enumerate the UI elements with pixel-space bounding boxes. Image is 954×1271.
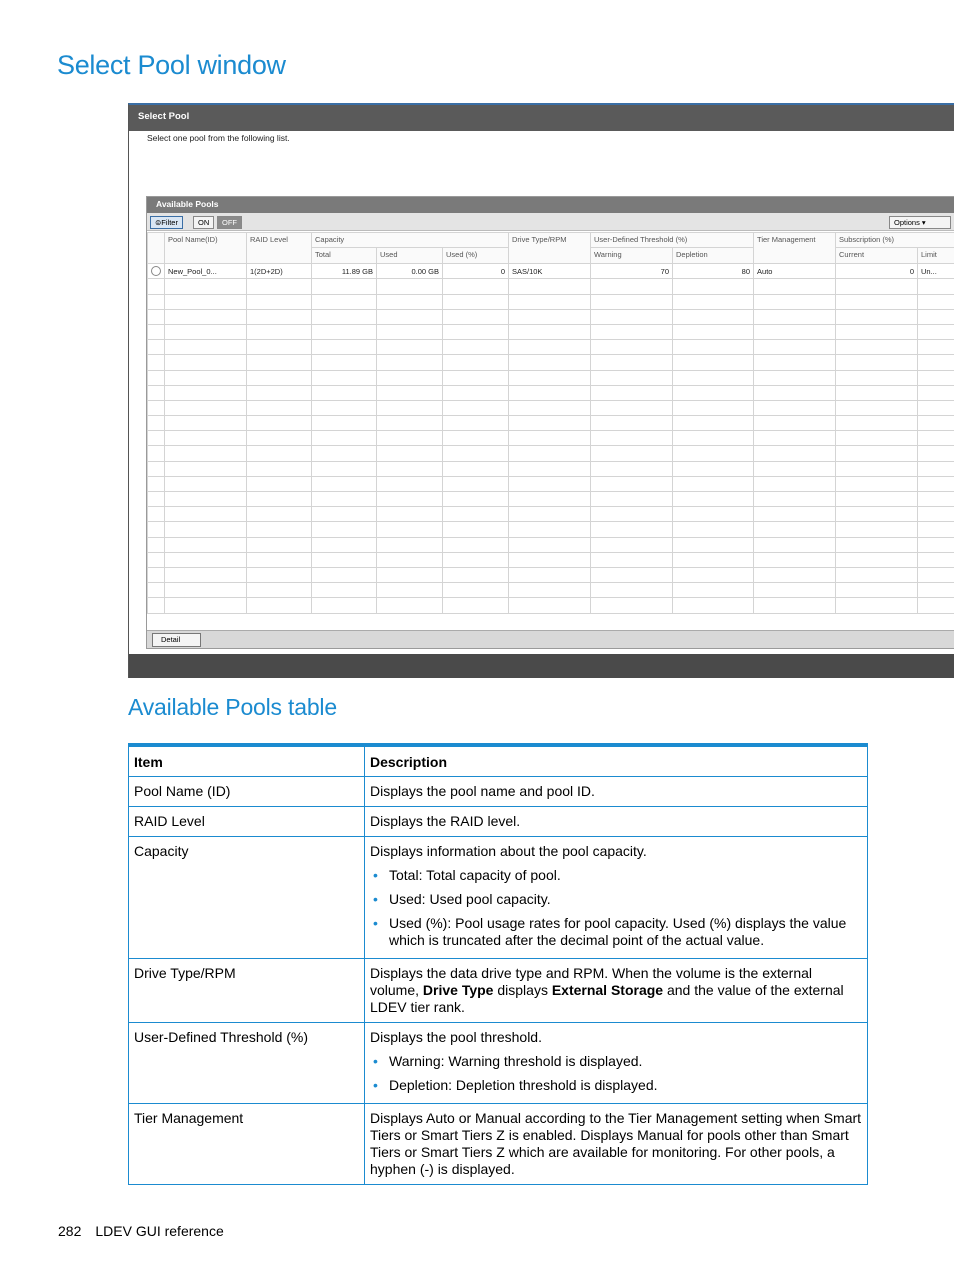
desc-text: displays <box>493 981 552 998</box>
empty-row <box>148 598 954 613</box>
panel-footer <box>147 630 954 648</box>
list-item: • Used (%): Pool usage rates for pool capacity. Used (%) displays the value which is truncated after the decimal point of the actual value. <box>370 915 862 949</box>
instruction-text: Select one pool from the following list. <box>147 133 290 143</box>
description-table <box>128 743 868 1185</box>
options-dropdown[interactable]: Options ▾ <box>889 216 951 229</box>
page-footer <box>58 1223 224 1239</box>
cell-pool-name: New_Pool_0... <box>165 264 247 279</box>
list-item: • Warning: Warning threshold is displayed. <box>370 1053 862 1070</box>
col-drive[interactable]: Drive Type/RPM <box>509 233 591 264</box>
cell-depletion: 80 <box>673 264 754 279</box>
desc-bold-term: External Storage <box>551 981 664 998</box>
col-depletion[interactable]: Depletion <box>673 248 754 264</box>
item-cell: Pool Name (ID) <box>129 776 365 806</box>
empty-row <box>148 279 954 294</box>
empty-row <box>148 537 954 552</box>
description-cell <box>365 958 868 1022</box>
panel-toolbar <box>147 213 954 231</box>
section-title: Available Pools table <box>128 694 337 720</box>
description-cell <box>365 1022 868 1103</box>
table-row <box>129 806 868 836</box>
desc-text: and the value of the external LDEV tier rank. <box>370 981 844 1015</box>
col-tier[interactable]: Tier Management <box>754 233 836 264</box>
empty-row <box>148 385 954 400</box>
table-row <box>129 836 868 958</box>
item-cell: Capacity <box>129 836 365 958</box>
empty-row <box>148 400 954 415</box>
row-radio[interactable] <box>151 266 161 276</box>
desc-bold-term: Drive Type <box>422 981 494 998</box>
cell-used-pct: 0 <box>443 264 509 279</box>
footer-title: LDEV GUI reference <box>95 1223 224 1239</box>
window-title: Select Pool <box>129 105 954 131</box>
filter-on-button[interactable]: ON <box>193 216 214 229</box>
empty-row <box>148 583 954 598</box>
empty-row <box>148 340 954 355</box>
empty-row <box>148 492 954 507</box>
description-text: Displays the pool threshold. <box>370 1028 542 1045</box>
empty-row <box>148 552 954 567</box>
description-cell: Displays Auto or Manual according to the Tier Management setting when Smart Tiers or Smart Tiers Z is enabled. Displays Manual for pools other than Smart Tiers or Smart Tiers Z which are available for monitoring. For other pools, a hyphen (-) is displayed. <box>365 1103 868 1184</box>
empty-row <box>148 431 954 446</box>
col-used[interactable]: Used <box>377 248 443 264</box>
col-current[interactable]: Current <box>836 248 918 264</box>
empty-row <box>148 355 954 370</box>
header-description: Description <box>365 745 868 776</box>
empty-row <box>148 294 954 309</box>
select-column-header <box>148 233 165 264</box>
bullet-list <box>370 867 862 949</box>
filter-off-button[interactable]: OFF <box>217 216 242 229</box>
empty-row <box>148 309 954 324</box>
table-row[interactable] <box>148 264 954 279</box>
empty-row <box>148 416 954 431</box>
list-item: • Total: Total capacity of pool. <box>370 867 862 884</box>
col-raid-level[interactable]: RAID Level <box>247 233 312 264</box>
available-pools-panel <box>146 196 954 649</box>
table-row <box>129 958 868 1022</box>
item-cell: RAID Level <box>129 806 365 836</box>
col-used-pct[interactable]: Used (%) <box>443 248 509 264</box>
empty-row <box>148 370 954 385</box>
description-text: Displays information about the pool capacity. <box>370 842 647 859</box>
col-pool-name[interactable]: Pool Name(ID) <box>165 233 247 264</box>
col-subscription: Subscription (%) <box>836 233 954 248</box>
filter-button[interactable]: ⊜Filter <box>150 216 183 229</box>
cell-current: 0 <box>836 264 918 279</box>
col-warning[interactable]: Warning <box>591 248 673 264</box>
panel-title: Available Pools <box>147 197 954 213</box>
cell-total: 11.89 GB <box>312 264 377 279</box>
pools-grid <box>147 232 954 614</box>
header-item: Item <box>129 745 365 776</box>
empty-row <box>148 567 954 582</box>
page-number: 282 <box>58 1223 82 1239</box>
col-limit[interactable]: Limit <box>918 248 954 264</box>
item-cell: Tier Management <box>129 1103 365 1184</box>
cell-raid-level: 1(2D+2D) <box>247 264 312 279</box>
description-cell: Displays the pool name and pool ID. <box>365 776 868 806</box>
cell-tier: Auto <box>754 264 836 279</box>
page-title: Select Pool window <box>57 50 286 80</box>
list-item: • Used: Used pool capacity. <box>370 891 862 908</box>
detail-button[interactable]: Detail <box>152 633 201 647</box>
table-row <box>129 1103 868 1184</box>
col-total[interactable]: Total <box>312 248 377 264</box>
desc-text: Displays the data drive type and RPM. When the volume is the external volume, <box>370 964 812 998</box>
item-cell: Drive Type/RPM <box>129 958 365 1022</box>
item-cell: User-Defined Threshold (%) <box>129 1022 365 1103</box>
cell-used: 0.00 GB <box>377 264 443 279</box>
list-item: • Depletion: Depletion threshold is displayed. <box>370 1077 862 1094</box>
empty-row <box>148 522 954 537</box>
cell-warning: 70 <box>591 264 673 279</box>
table-row <box>129 1022 868 1103</box>
select-pool-screenshot <box>128 103 954 678</box>
empty-row <box>148 476 954 491</box>
empty-row <box>148 446 954 461</box>
window-bottom-bar <box>129 654 954 678</box>
description-cell <box>365 836 868 958</box>
empty-row <box>148 461 954 476</box>
empty-row <box>148 507 954 522</box>
col-threshold: User-Defined Threshold (%) <box>591 233 754 248</box>
description-cell: Displays the RAID level. <box>365 806 868 836</box>
col-capacity: Capacity <box>312 233 509 248</box>
bullet-list <box>370 1053 862 1094</box>
table-row <box>129 776 868 806</box>
cell-drive: SAS/10K <box>509 264 591 279</box>
empty-row <box>148 324 954 339</box>
cell-limit: Un... <box>918 264 954 279</box>
